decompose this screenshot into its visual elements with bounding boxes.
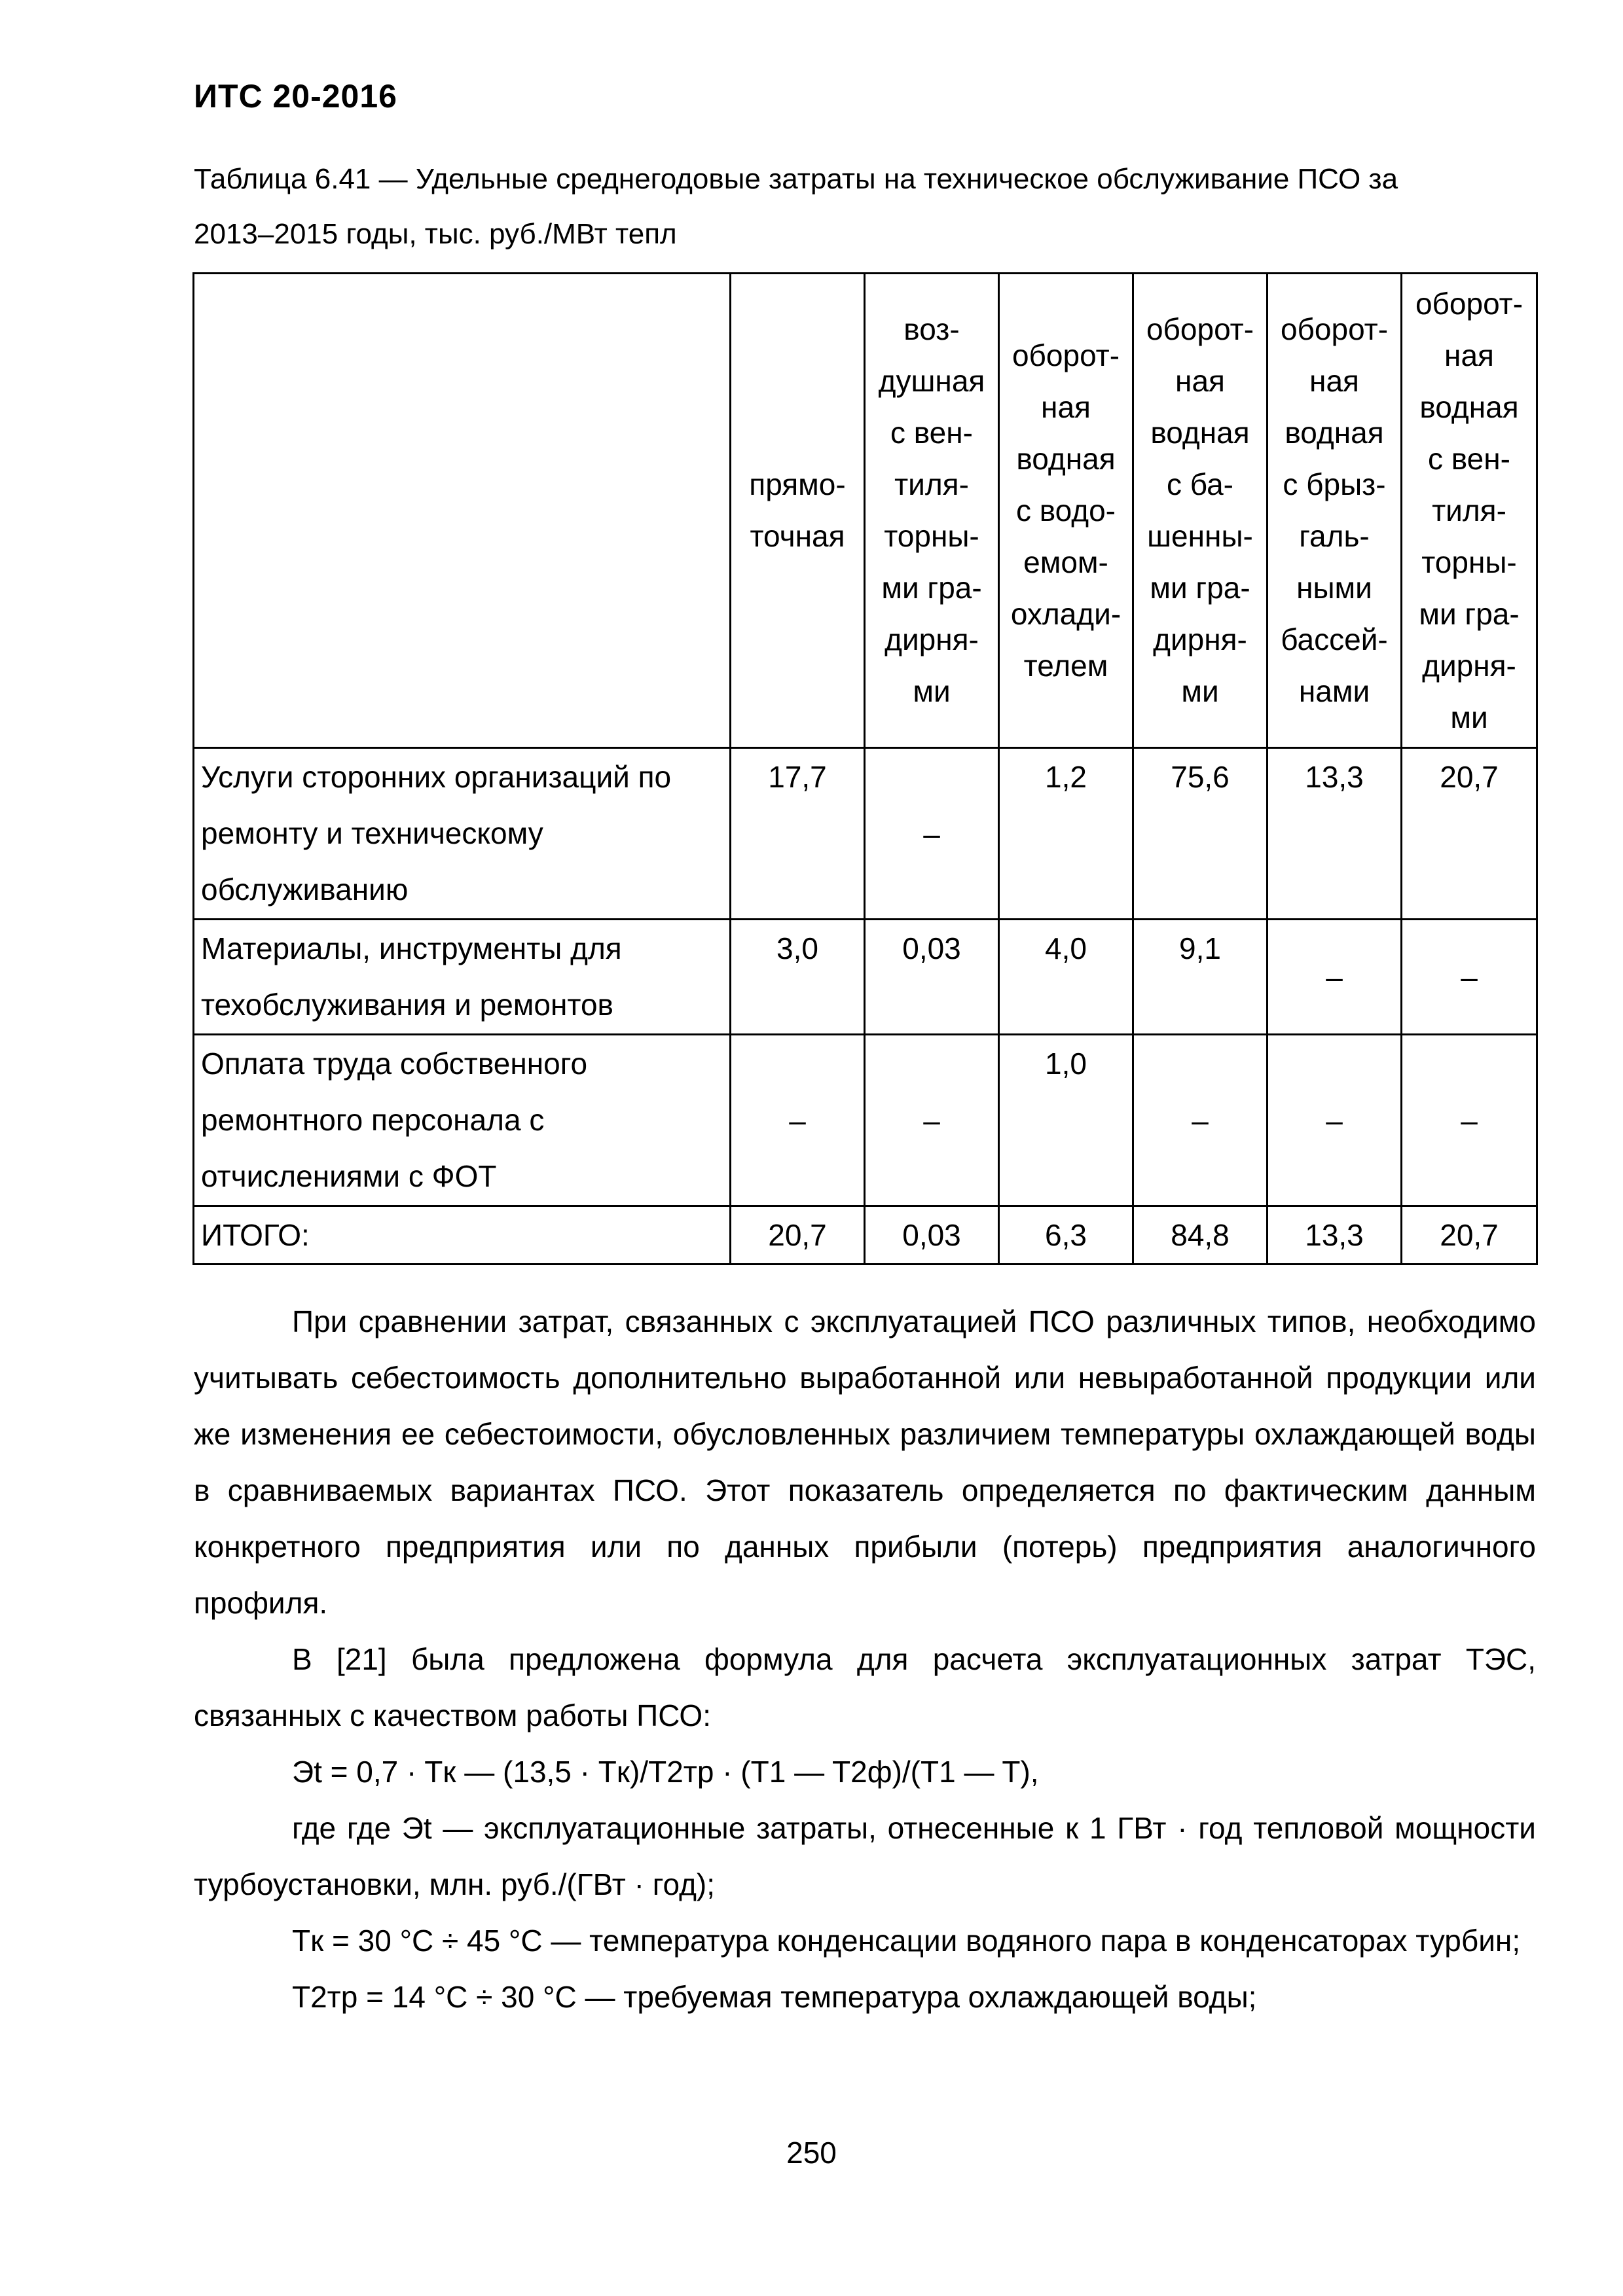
- table-row: [194, 1035, 1537, 1206]
- row-label: Услуги сторонних организаций по ремонту и техническому обслуживанию: [194, 748, 731, 920]
- paragraph-formula-intro: В [21] была предложена формула для расчета эксплуатационных затрат ТЭС, связанных с качеством работы ПСО:: [194, 1642, 1536, 1732]
- cell-value: –: [1192, 1103, 1209, 1138]
- column-header: оборот- ная водная с ба- шенны- ми гра- дирня- ми: [1133, 274, 1267, 748]
- table-cell: [731, 1206, 865, 1265]
- cell-value: –: [1461, 1103, 1478, 1138]
- cell-value: 75,6: [1171, 760, 1230, 794]
- row-label: ИТОГО:: [194, 1206, 731, 1265]
- table-cell: [1133, 920, 1267, 1035]
- row-label: Оплата труда собственного ремонтного персонала с отчислениями с ФОТ: [194, 1035, 731, 1206]
- table-cell: [865, 920, 999, 1035]
- cell-value: –: [789, 1103, 806, 1138]
- definition-t2tr: T2тр = 14 °С ÷ 30 °С — требуемая температура охлаждающей воды;: [292, 1980, 1257, 2014]
- cell-value: 1,0: [1045, 1047, 1087, 1081]
- cell-value: 6,3: [1045, 1218, 1087, 1252]
- definition-et: где где Эt — эксплуатационные затраты, отнесенные к 1 ГВт · год тепловой мощности турбоустановки, млн. руб./(ГВт · год);: [194, 1811, 1536, 1901]
- table-row: [194, 748, 1537, 920]
- document-code: ИТС 20-2016: [194, 78, 397, 115]
- table-cell: [731, 1035, 865, 1206]
- cell-value: 20,7: [1440, 1218, 1499, 1252]
- column-header: прямо- точная: [731, 274, 865, 748]
- table-cell: [1402, 748, 1537, 920]
- table-cell: [865, 1035, 999, 1206]
- table-cell: [1133, 1035, 1267, 1206]
- table-cell: [865, 748, 999, 920]
- table-cell: [1133, 1206, 1267, 1265]
- cell-value: 3,0: [776, 931, 818, 965]
- table-cell: [1267, 1206, 1402, 1265]
- table-row-total: [194, 1206, 1537, 1265]
- cell-value: 4,0: [1045, 931, 1087, 965]
- table-cell: [999, 1206, 1133, 1265]
- definition-tk: Tк = 30 °С ÷ 45 °С — температура конденсации водяного пара в конденсаторах турбин;: [292, 1924, 1521, 1958]
- cell-value: 9,1: [1179, 931, 1221, 965]
- paragraph-comparison: При сравнении затрат, связанных с эксплуатацией ПСО различных типов, необходимо учитывать себестоимость дополнительно выработанной или невыработанной продукции или же изменения ее себестоимости, обусловленных различием температуры охлаждающей воды в сравниваемых вариантах ПСО. Этот показатель определяется по фактическим данным конкретного предприятия или по данных прибыли (потерь) предприятия аналогичного профиля.: [194, 1304, 1536, 1620]
- cell-value: –: [1326, 960, 1343, 994]
- costs-table: [192, 272, 1538, 1265]
- page-number: 250: [786, 2136, 837, 2170]
- table-cell: [999, 748, 1133, 920]
- table-cell: [1267, 920, 1402, 1035]
- cell-value: 1,2: [1045, 760, 1087, 794]
- table-cell: [731, 748, 865, 920]
- table-cell: [731, 920, 865, 1035]
- table-cell: [1267, 1035, 1402, 1206]
- column-header: оборот- ная водная с вен- тиля- торны- ми гра- дирня- ми: [1402, 274, 1537, 748]
- body-text: [194, 1293, 1536, 2025]
- header-stub-cell: [194, 274, 731, 748]
- column-header: оборот- ная водная с водо- емом- охлади- телем: [999, 274, 1133, 748]
- table-row: [194, 920, 1537, 1035]
- table-header-row: [194, 274, 1537, 748]
- table-cell: [999, 920, 1133, 1035]
- cell-value: –: [923, 816, 940, 851]
- cell-value: 13,3: [1305, 760, 1364, 794]
- row-label: Материалы, инструменты для техобслуживания и ремонтов: [194, 920, 731, 1035]
- cell-value: –: [923, 1103, 940, 1138]
- cell-value: 0,03: [902, 931, 961, 965]
- table-cell: [865, 1206, 999, 1265]
- table-cell: [1402, 1206, 1537, 1265]
- cell-value: 13,3: [1305, 1218, 1364, 1252]
- column-header: воз- душная с вен- тиля- торны- ми гра- дирня- ми: [865, 274, 999, 748]
- cell-value: 20,7: [768, 1218, 827, 1252]
- table-cell: [1267, 748, 1402, 920]
- table-cell: [1133, 748, 1267, 920]
- cell-value: –: [1326, 1103, 1343, 1138]
- cell-value: 17,7: [768, 760, 827, 794]
- table-cell: [999, 1035, 1133, 1206]
- cell-value: –: [1461, 960, 1478, 994]
- cell-value: 84,8: [1171, 1218, 1230, 1252]
- table-cell: [1402, 920, 1537, 1035]
- formula: Эt = 0,7 · Tк — (13,5 · Tк)/T2тр · (T1 — T2ф)/(T1 — T),: [292, 1755, 1039, 1789]
- column-header: оборот- ная водная с брыз- галь- ными бассей- нами: [1267, 274, 1402, 748]
- table-cell: [1402, 1035, 1537, 1206]
- cell-value: 20,7: [1440, 760, 1499, 794]
- cell-value: 0,03: [902, 1218, 961, 1252]
- table-caption: Таблица 6.41 — Удельные среднегодовые затраты на техническое обслуживание ПСО за 2013–2015 годы, тыс. руб./МВт тепл: [194, 163, 1398, 250]
